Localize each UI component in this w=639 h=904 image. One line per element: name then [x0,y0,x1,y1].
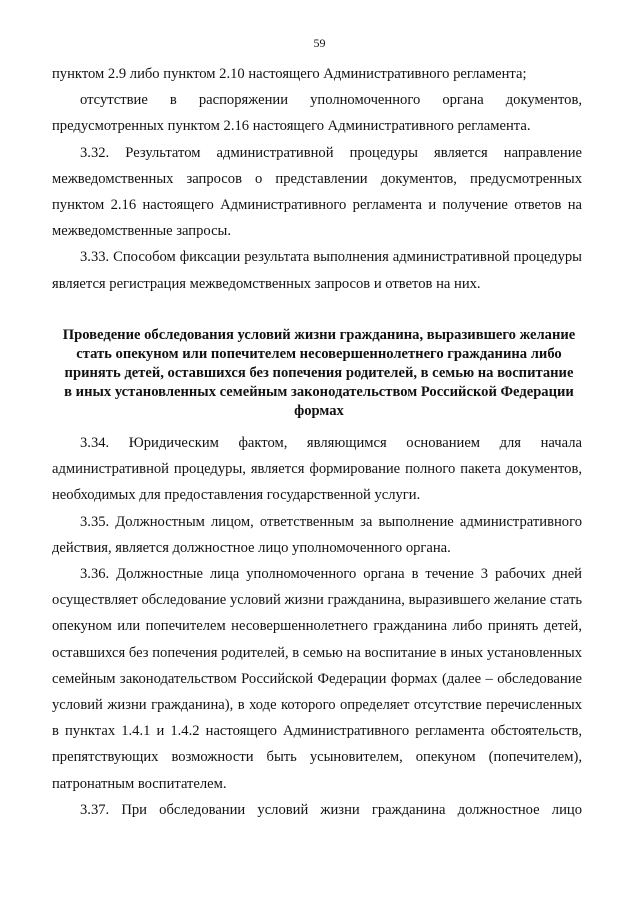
paragraph-3-32: 3.32. Результатом административной процедуры является направление межведомственных запросов о представлении документов, предусмотренных пунктом 2.16 настоящего Административного регламента и получение ответов на межведомственные запросы. [52,144,582,240]
paragraph-3-36: 3.36. Должностные лица уполномоченного органа в течение 3 рабочих дней осуществляет обследование условий жизни гражданина, выразившего желание стать опекуном или попечителем несовершеннолетнего гражданина либо принять детей, оставшихся без попечения родителей, в семью на воспитание в иных установленных семейным законодательством Российской Федерации формах (далее – обследование условий жизни гражданина), в ходе которого определяет отсутствие перечисленных в пунктах 1.4.1 и 1.4.2 настоящего Административного регламента обстоятельств, препятствующих возможности быть усыновителем, опекуном (попечителем), патронатным воспитателем. [52,566,582,792]
paragraph-3-33: 3.33. Способом фиксации результата выполнения административной процедуры является регистрация межведомственных запросов и ответов на них. [52,249,582,292]
page-number: 59 [313,36,326,50]
text-block-bottom [52,430,582,823]
paragraph-3-37: 3.37. При обследовании условий жизни гражданина должностное лицо [80,801,582,818]
text-block-top [52,61,582,297]
paragraph-absence-of-documents: отсутствие в распоряжении уполномоченного органа документов, предусмотренных пунктом 2.16 настоящего Административного регламента. [52,92,582,135]
paragraph-continuation: пунктом 2.9 либо пунктом 2.10 настоящего Административного регламента; [52,66,527,82]
paragraph-3-35: 3.35. Должностным лицом, ответственным за выполнение административного действия, является должностное лицо уполномоченного органа. [52,513,582,556]
paragraph-3-34: 3.34. Юридическим фактом, являющимся основанием для начала административной процедуры, является формирование полного пакета документов, необходимых для предоставления государственной услуги. [52,435,582,504]
section-heading: Проведение обследования условий жизни гражданина, выразившего желание стать опекуном или попечителем несовершеннолетнего гражданина либо принять детей, оставшихся без попечения родителей, в семью на воспитание в иных установленных семейным законодательством Российской Федерации формах [62,327,576,419]
